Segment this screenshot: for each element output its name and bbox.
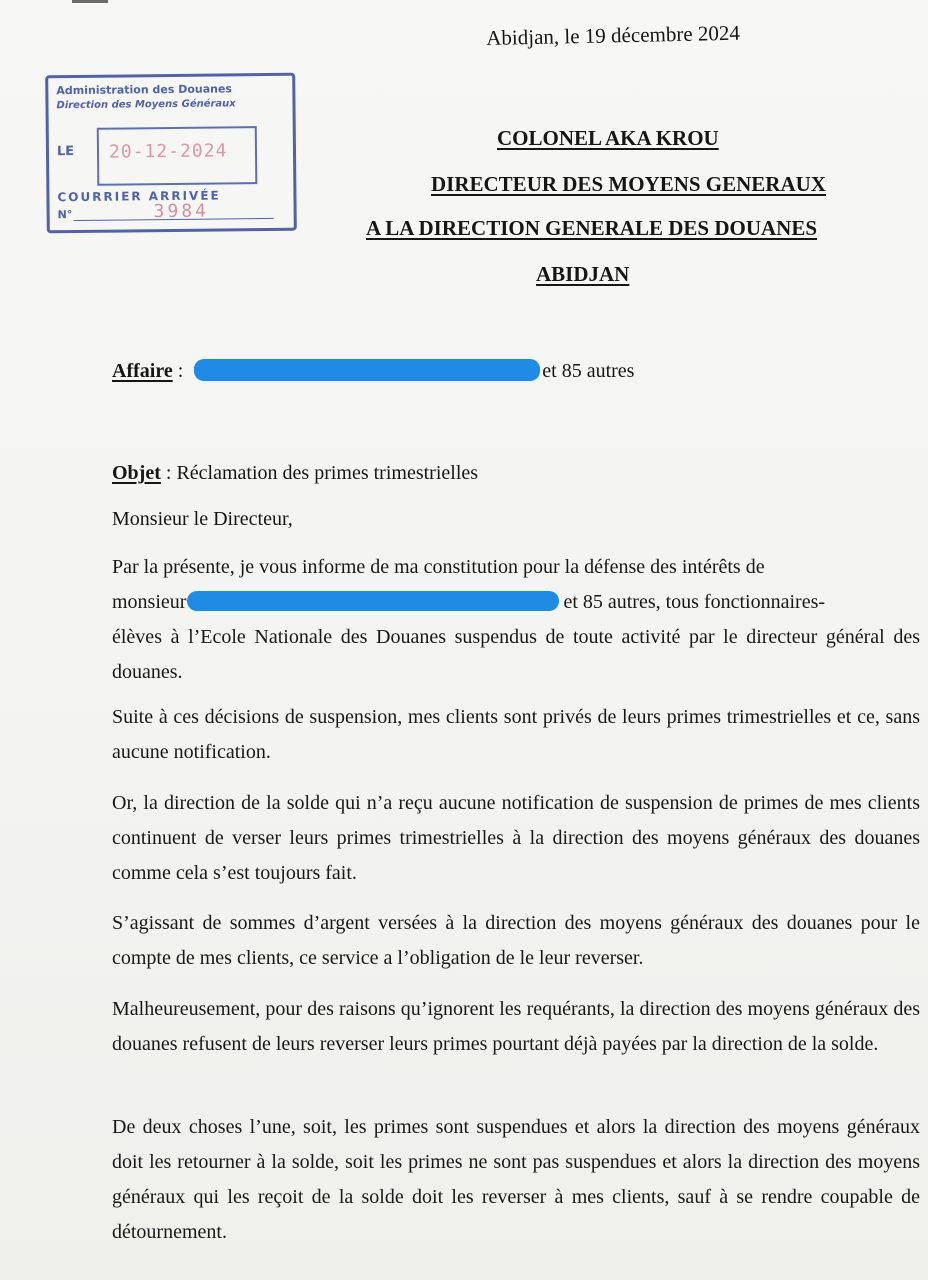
reception-stamp [45, 73, 297, 234]
addressee-title: DIRECTEUR DES MOYENS GENERAUX [431, 172, 826, 196]
paragraph-3: Or, la direction de la solde qui n’a reçu aucune notification de suspension de primes de mes clients continuent de verser leurs primes trimestrielles à la direction des moyens généraux des douanes comme cela s’est toujours fait. [112, 792, 920, 884]
objet-text: Réclamation des primes trimestrielles [176, 462, 479, 484]
redaction-bar [194, 359, 540, 381]
addressee-direction: A LA DIRECTION GENERALE DES DOUANES [366, 216, 818, 240]
paragraph-2: Suite à ces décisions de suspension, mes clients sont privés de leurs primes trimestrielles et ce, sans aucune notification. [112, 706, 920, 763]
stamp-number-label: N° [57, 208, 73, 222]
affaire-text: et 85 autres [542, 360, 635, 382]
paragraph-1 [112, 550, 920, 690]
stamp-direction: Direction des Moyens Généraux [56, 98, 236, 112]
paragraph-4: S’agissant de sommes d’argent versées à la direction des moyens généraux des douanes pour le compte de mes clients, ce service a l’obligation de le leur reverser. [112, 912, 920, 969]
paragraph-6: De deux choses l’une, soit, les primes sont suspendues et alors la direction des moyens généraux doit les retourner à la solde, soit les primes ne sont pas suspendues et alors la direction des moyens généraux qui les reçoit de la solde doit les reverser à mes clients, sauf à se rendre coupable de détournement. [112, 1116, 920, 1243]
objet-separator: : [160, 462, 172, 484]
objet-label: Objet [112, 462, 161, 484]
affaire-line [112, 360, 634, 383]
addressee-name: COLONEL AKA KROU [497, 126, 719, 150]
paragraph-1-prefix: monsieur [112, 591, 187, 613]
stamp-administration: Administration des Douanes [56, 82, 233, 98]
date-line: Abidjan, le 19 décembre 2024 [486, 20, 741, 50]
stamp-number: 3984 [153, 200, 210, 223]
affaire-separator: : [172, 360, 184, 382]
redaction-bar [187, 591, 559, 611]
paragraph-1-line-2-rest: et 85 autres, tous fonctionnaires- [563, 591, 826, 613]
paragraph-1-line-2 [112, 585, 920, 620]
paragraph-1-line-1: Par la présente, je vous informe de ma constitution pour la défense des intérêts de [112, 556, 765, 578]
scan-edge-mark [72, 0, 108, 3]
salutation: Monsieur le Directeur, [112, 508, 293, 530]
stamp-le-label: LE [56, 144, 75, 160]
stamp-courrier-label: COURRIER ARRIVÉE [57, 188, 221, 205]
addressee-city: ABIDJAN [536, 262, 630, 286]
paragraph-5: Malheureusement, pour des raisons qu’ignorent les requérants, la direction des moyens généraux des douanes refusent de leurs reverser leurs primes pourtant déjà payées par la direction de la solde. [112, 998, 920, 1055]
stamp-date: 20-12-2024 [108, 140, 228, 163]
affaire-label: Affaire [112, 360, 173, 382]
objet-line [112, 462, 478, 485]
paragraph-1-rest: élèves à l’Ecole Nationale des Douanes suspendus de toute activité par le directeur général des douanes. [112, 626, 920, 683]
